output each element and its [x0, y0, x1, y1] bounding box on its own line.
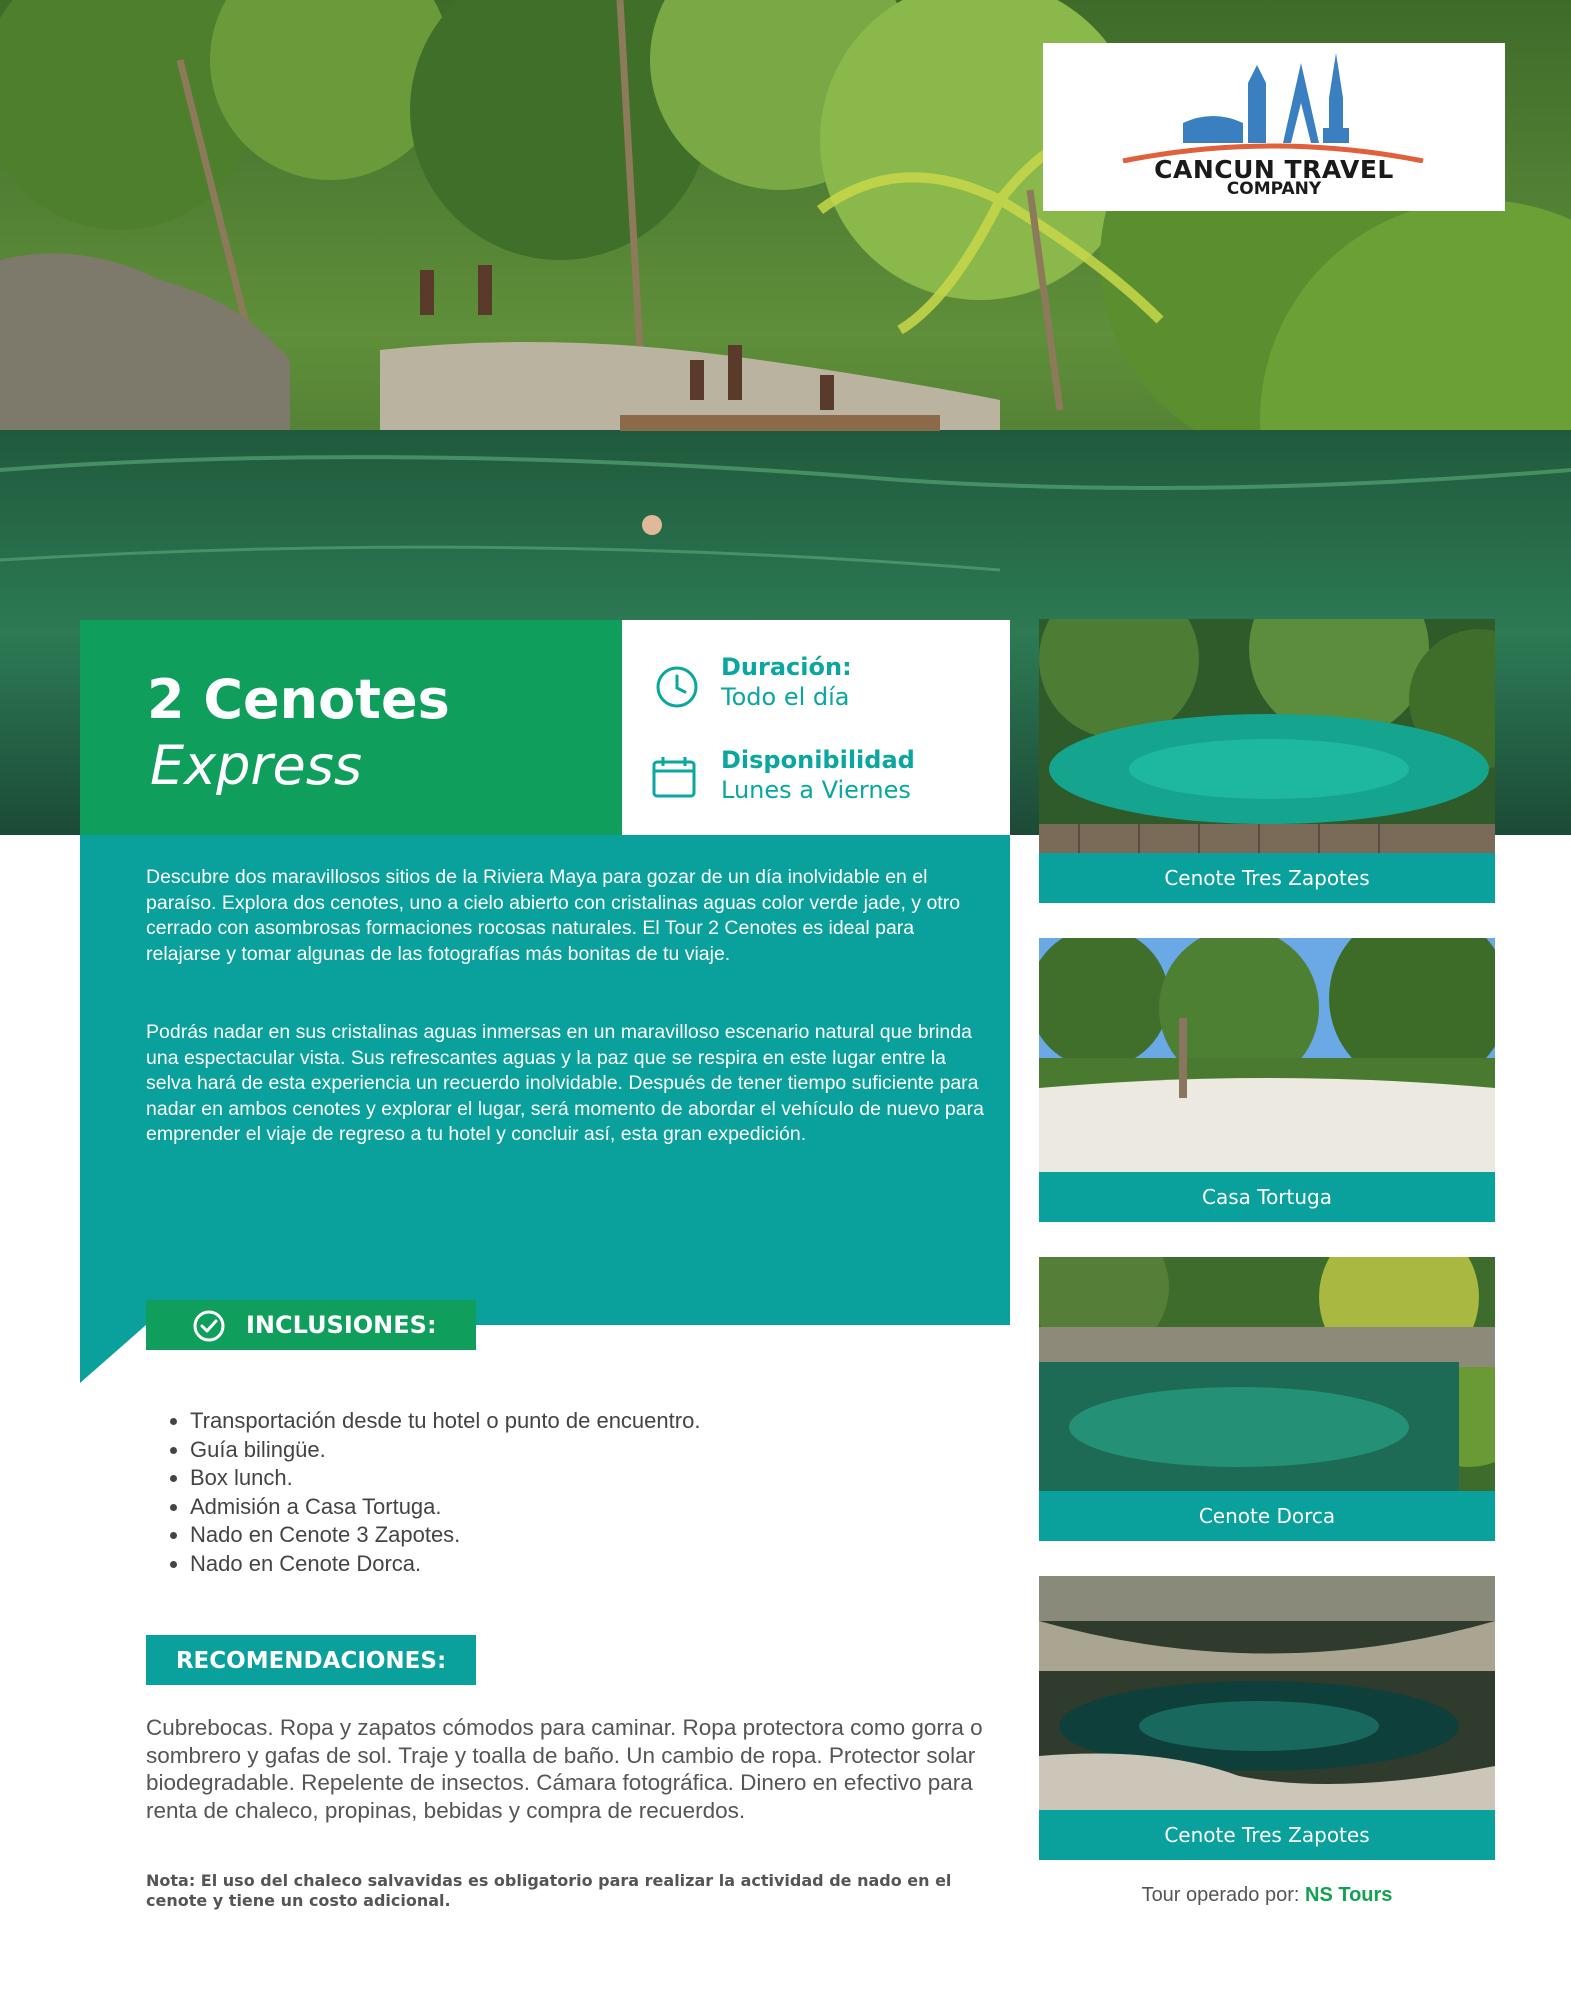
operator-name: NS Tours	[1305, 1884, 1393, 1906]
inclusion-item: • Nado en Cenote 3 Zapotes.	[190, 1521, 700, 1550]
inclusion-item: • Guía bilingüe.	[190, 1436, 700, 1465]
clock-icon	[654, 664, 700, 710]
gallery-card	[1039, 619, 1495, 903]
gallery-card	[1039, 1576, 1495, 1860]
inclusions-list	[168, 1407, 700, 1578]
inclusions-heading-badge	[146, 1300, 476, 1350]
photo-caption: Casa Tortuga	[1039, 1172, 1495, 1222]
recommendations-heading: RECOMENDACIONES:	[175, 1648, 447, 1674]
panel-tail	[80, 1325, 146, 1383]
availability-label: Disponibilidad	[721, 746, 915, 774]
company-logo	[1043, 43, 1505, 211]
photo-caption: Cenote Dorca	[1039, 1491, 1495, 1541]
beach-photo	[1039, 938, 1495, 1172]
photo-caption: Cenote Tres Zapotes	[1039, 853, 1495, 903]
tour-info-block	[622, 620, 1010, 835]
calendar-icon	[648, 754, 700, 802]
tour-subtitle: Express	[150, 734, 363, 797]
operator-prefix: Tour operado por:	[1141, 1884, 1300, 1906]
duration-value: Todo el día	[721, 683, 850, 711]
tour-operator	[1039, 1884, 1495, 1907]
tour-title: 2 Cenotes	[147, 668, 450, 731]
availability-value: Lunes a Viernes	[721, 776, 911, 804]
inclusion-item: • Box lunch.	[190, 1464, 700, 1493]
photo-caption: Cenote Tres Zapotes	[1039, 1810, 1495, 1860]
tour-title-block	[80, 620, 622, 835]
gallery-card	[1039, 1257, 1495, 1541]
inclusions-heading: INCLUSIONES:	[246, 1311, 437, 1339]
cenote-photo	[1039, 1257, 1495, 1491]
safety-note: Nota: El uso del chaleco salvavidas es obligatorio para realizar la actividad de nado en el cenote y tiene un costo adicional.	[146, 1871, 952, 1910]
inclusion-item: • Nado en Cenote Dorca.	[190, 1550, 700, 1579]
description-paragraph-2: Podrás nadar en sus cristalinas aguas inmersas en un maravilloso escenario natural que brinda una espectacular vista. Sus refrescantes aguas y la paz que se respira en este lugar entre la selva hará de esta experiencia un recuerdo inolvidable. Después de tener tiempo suficiente para nadar en ambos cenotes y explorar el lugar, será momento de abordar el vehículo de nuevo para emprender el viaje de regreso a tu hotel y concluir así, esta gran expedición.	[146, 1021, 984, 1146]
cave-cenote-photo	[1039, 1576, 1495, 1810]
inclusion-item: • Transportación desde tu hotel o punto de encuentro.	[190, 1407, 700, 1436]
duration-label: Duración:	[721, 653, 852, 681]
check-circle-icon	[192, 1309, 226, 1343]
recommendations-heading-badge	[146, 1635, 476, 1685]
description-panel	[80, 835, 1010, 1325]
description-paragraph-1: Descubre dos maravillosos sitios de la Riviera Maya para gozar de un día inolvidable en el paraíso. Explora dos cenotes, uno a cielo abierto con cristalinas aguas color verde jade, y otro cerrado con asombrosas formaciones rocosas naturales. El Tour 2 Cenotes es ideal para relajarse y tomar algunas de las fotografías más bonitas de tu viaje.	[146, 866, 961, 965]
cenote-photo	[1039, 619, 1495, 853]
recommendations-text: Cubrebocas. Ropa y zapatos cómodos para caminar. Ropa protectora como gorra o sombrero y gafas de sol. Traje y toalla de baño. Un cambio de ropa. Protector solar biodegradable. Repelente de insectos. Cámara fotográfica. Dinero en efectivo para renta de chaleco, propinas, bebidas y compra de recuerdos.	[146, 1715, 983, 1823]
logo-text-sub: COMPANY	[1226, 179, 1322, 199]
logo-text-main: CANCUN TRAVEL	[1154, 155, 1394, 184]
gallery-card	[1039, 938, 1495, 1222]
inclusion-item: • Admisión a Casa Tortuga.	[190, 1493, 700, 1522]
